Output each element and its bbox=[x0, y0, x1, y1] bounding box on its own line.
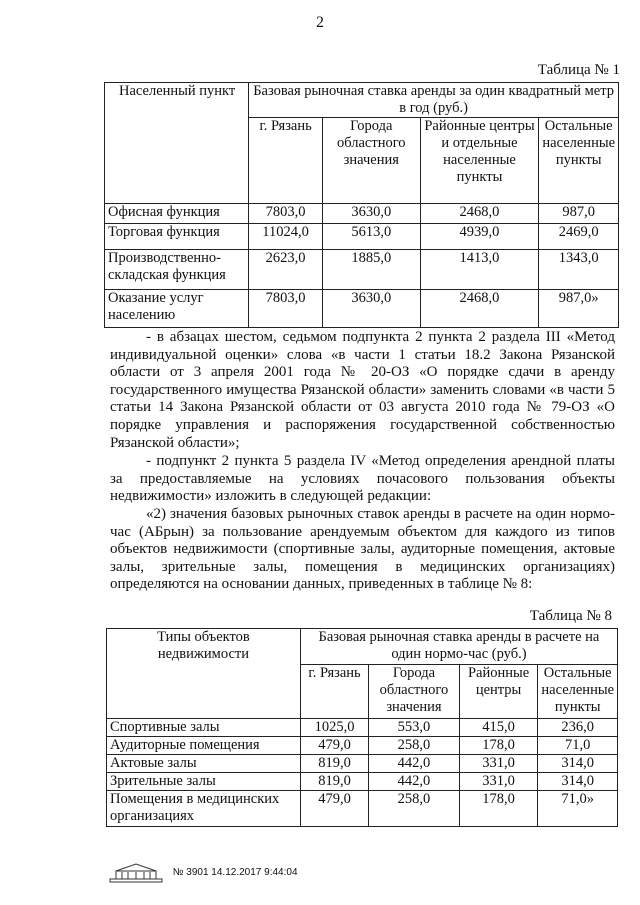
table-header-row bbox=[107, 629, 618, 665]
table-row: Спортивные залы 1025,0 553,0 415,0 236,0 bbox=[107, 719, 618, 737]
table-row: Офисная функция 7803,0 3630,0 2468,0 987,0 bbox=[105, 204, 619, 224]
col-header-district-centers: Районные центры bbox=[459, 665, 538, 719]
table-row: Аудиторные помещения 479,0 258,0 178,0 71,0 bbox=[107, 737, 618, 755]
col-header-ryazan: г. Рязань bbox=[249, 118, 323, 204]
table-row: Торговая функция 11024,0 5613,0 4939,0 2469,0 bbox=[105, 224, 619, 250]
table1-caption: Таблица № 1 bbox=[537, 62, 620, 78]
table-row: Актовые залы 819,0 442,0 331,0 314,0 bbox=[107, 755, 618, 773]
registration-stamp: № 3901 14.12.2017 9:44:04 bbox=[172, 866, 298, 878]
col-header-other-settlements: Остальные населенные пункты bbox=[538, 665, 618, 719]
col-header-district-centers: Районные центры и отдельные населенные пункты bbox=[420, 118, 539, 204]
col-header-group: Базовая рыночная ставка аренды за один квадратный метр в год (руб.) bbox=[249, 83, 619, 118]
paragraph-new-wording: «2) значения базовых рыночных ставок аренды в расчете на один нормо-час (АБрын) за пользование арендуемым объектом для каждого из типов объектов недвижимости (спортивные залы, аудиторные помещения, актовые залы, зрительные залы, помещения в медицинских организациях) определяются на основании данных, приведенных в таблице № 8: bbox=[110, 506, 615, 593]
col-header-other-settlements: Остальные населенные пункты bbox=[539, 118, 619, 204]
table-row: Производственно-складская функция 2623,0 1885,0 1413,0 1343,0 bbox=[105, 250, 619, 290]
col-header-object-type: Типы объектов недвижимости bbox=[107, 629, 301, 719]
col-header-group: Базовая рыночная ставка аренды в расчете на один нормо-час (руб.) bbox=[300, 629, 617, 665]
table-row: Помещения в медицинских организациях 479,0 258,0 178,0 71,0» bbox=[107, 791, 618, 827]
rent-rates-per-sqm-table bbox=[104, 82, 619, 328]
rent-rates-per-hour-table bbox=[106, 628, 618, 827]
paragraph-amendment-section-3: - в абзацах шестом, седьмом подпункта 2 пункта 2 раздела III «Метод индивидуальной оценки» слова «в части 1 статьи 18.2 Закона Рязанской области от 3 апреля 2001 года № 20-ОЗ «О порядке сдачи в аренду государственного имущества Рязанской области» заменить словами «в части 5 статьи 14 Закона Рязанской области от 03 августа 2010 года № 79-ОЗ «О порядке управления и распоряжения государственной собственностью Рязанской области»; bbox=[110, 329, 615, 451]
page-number: 2 bbox=[316, 14, 324, 31]
col-header-regional-cities: Города областного значения bbox=[369, 665, 460, 719]
government-building-icon bbox=[108, 861, 164, 883]
col-header-settlement: Населенный пункт bbox=[105, 83, 249, 204]
table-row: Зрительные залы 819,0 442,0 331,0 314,0 bbox=[107, 773, 618, 791]
document-footer bbox=[108, 861, 298, 883]
col-header-regional-cities: Города областного значения bbox=[323, 118, 421, 204]
table-header-row bbox=[105, 83, 619, 118]
table8-caption: Таблица № 8 bbox=[529, 608, 612, 624]
table-row: Оказание услуг населению 7803,0 3630,0 2468,0 987,0» bbox=[105, 290, 619, 328]
paragraph-amendment-section-4: - подпункт 2 пункта 5 раздела IV «Метод определения арендной платы за предоставляемые на условиях почасового пользования объекты недвижимости» изложить в следующей редакции: bbox=[110, 453, 615, 505]
col-header-ryazan: г. Рязань bbox=[300, 665, 368, 719]
